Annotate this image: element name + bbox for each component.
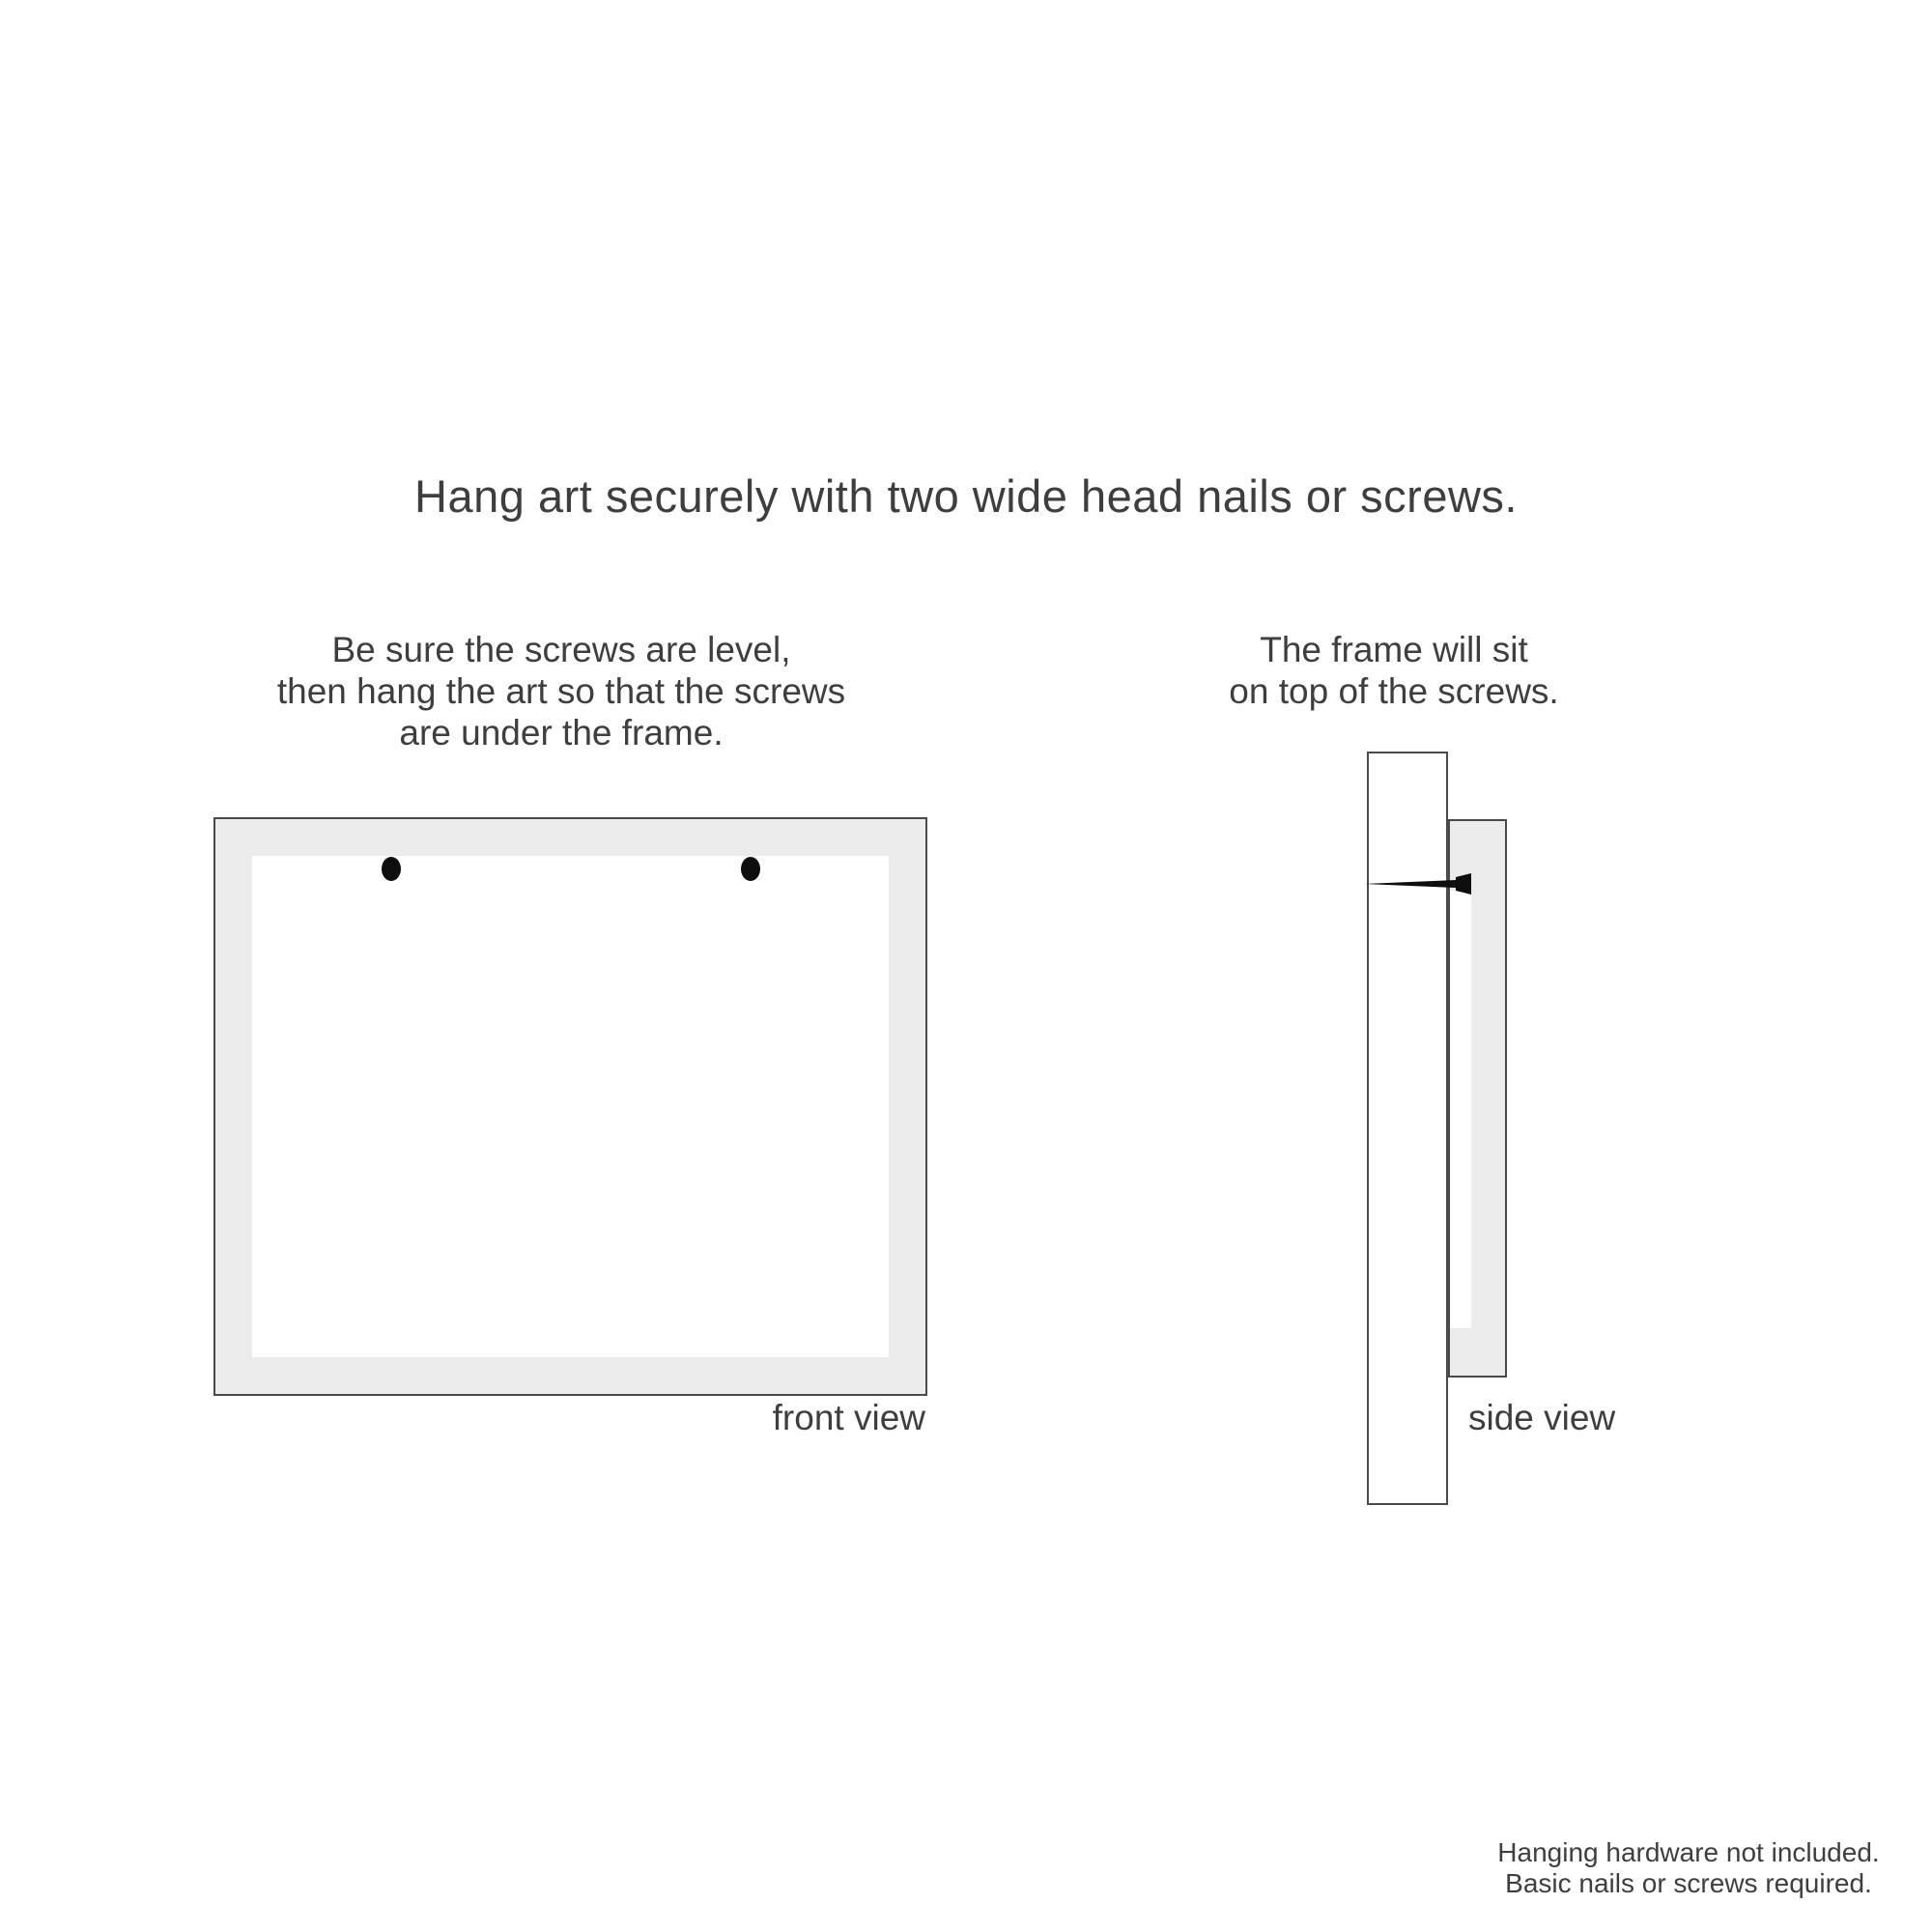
screw-dot-left-icon: [382, 857, 401, 881]
side-view-label: side view: [1468, 1398, 1616, 1437]
front-view-frame: [213, 817, 927, 1396]
side-view-wall: [1367, 752, 1448, 1505]
side-view-frame: [1448, 819, 1507, 1378]
side-view-caption: [1104, 629, 1684, 712]
caption-line: then hang the art so that the screws: [276, 671, 846, 711]
frame-mat-opening: [252, 856, 889, 1357]
hardware-disclaimer: [1399, 1837, 1932, 1899]
disclaimer-line: Basic nails or screws required.: [1505, 1868, 1872, 1898]
caption-line: are under the frame.: [399, 713, 724, 753]
nail-head: [1456, 873, 1471, 895]
nail-icon: [1361, 872, 1473, 895]
nail-shank: [1364, 880, 1456, 888]
caption-line: The frame will sit: [1260, 630, 1528, 669]
disclaimer-line: Hanging hardware not included.: [1497, 1837, 1880, 1867]
frame-wall-gap: [1450, 891, 1471, 1328]
caption-line: on top of the screws.: [1229, 671, 1559, 711]
front-view-caption: [222, 629, 900, 753]
screw-dot-right-icon: [741, 857, 760, 881]
front-view-label: front view: [772, 1398, 925, 1437]
page-title: Hang art securely with two wide head nails or screws.: [414, 470, 1518, 522]
caption-line: Be sure the screws are level,: [331, 630, 791, 669]
